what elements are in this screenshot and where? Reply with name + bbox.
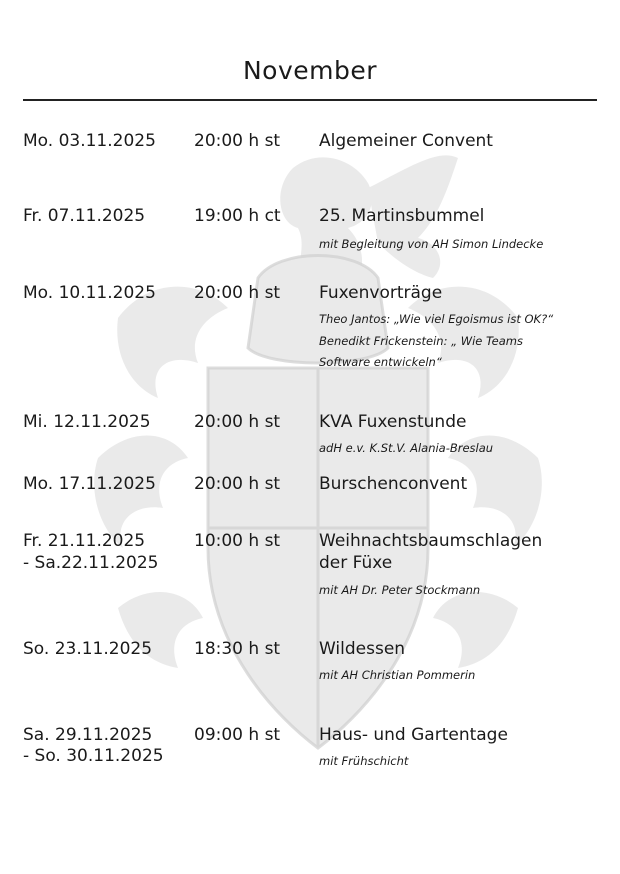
event-title: KVA Fuxenstunde — [319, 412, 467, 432]
event-title: Algemeiner Convent — [319, 131, 493, 151]
event-title: 25. Martinsbummel — [319, 206, 485, 226]
event-note: adH e.v. K.St.V. Alania-Breslau — [319, 441, 494, 455]
event-title: Haus- und Gartentage — [319, 725, 508, 745]
event-date: Mi. 12.11.2025 — [23, 412, 151, 432]
event-title: Weihnachtsbaumschlagen der Füxe — [319, 531, 543, 573]
page-title: November — [242, 56, 378, 85]
event-note: Theo Jantos: „Wie viel Egoismus ist OK?“ — [319, 312, 554, 326]
event-time: 20:00 h st — [194, 131, 281, 151]
event-time: 20:00 h st — [194, 474, 281, 494]
event-title: Wildessen — [319, 639, 406, 659]
event-time: 18:30 h st — [194, 639, 281, 659]
event-date: Fr. 21.11.2025 — [23, 531, 146, 551]
event-date: Mo. 10.11.2025 — [23, 283, 156, 303]
event-time: 19:00 h ct — [194, 206, 281, 226]
event-date-end: - So. 30.11.2025 — [23, 746, 164, 766]
event-note: mit Begleitung von AH Simon Lindecke — [319, 237, 544, 251]
event-date: Mo. 17.11.2025 — [23, 474, 156, 494]
event-title: Fuxenvorträge — [319, 283, 443, 303]
event-note: mit AH Christian Pommerin — [319, 668, 476, 682]
event-note: Software entwickeln“ — [319, 355, 442, 369]
event-time: 20:00 h st — [194, 283, 281, 303]
event-title: Burschenconvent — [319, 474, 468, 494]
event-date: Sa. 29.11.2025 — [23, 725, 153, 745]
event-date-end: - Sa.22.11.2025 — [23, 553, 159, 573]
event-date: Mo. 03.11.2025 — [23, 131, 156, 151]
event-note: mit AH Dr. Peter Stockmann — [319, 583, 481, 597]
event-time: 09:00 h st — [194, 725, 281, 745]
event-time: 20:00 h st — [194, 412, 281, 432]
event-note: mit Frühschicht — [319, 754, 409, 768]
event-date: So. 23.11.2025 — [23, 639, 153, 659]
event-time: 10:00 h st — [194, 531, 281, 551]
event-note: Benedikt Frickenstein: „ Wie Teams — [319, 334, 523, 348]
event-date: Fr. 07.11.2025 — [23, 206, 146, 226]
title-divider — [23, 99, 597, 101]
